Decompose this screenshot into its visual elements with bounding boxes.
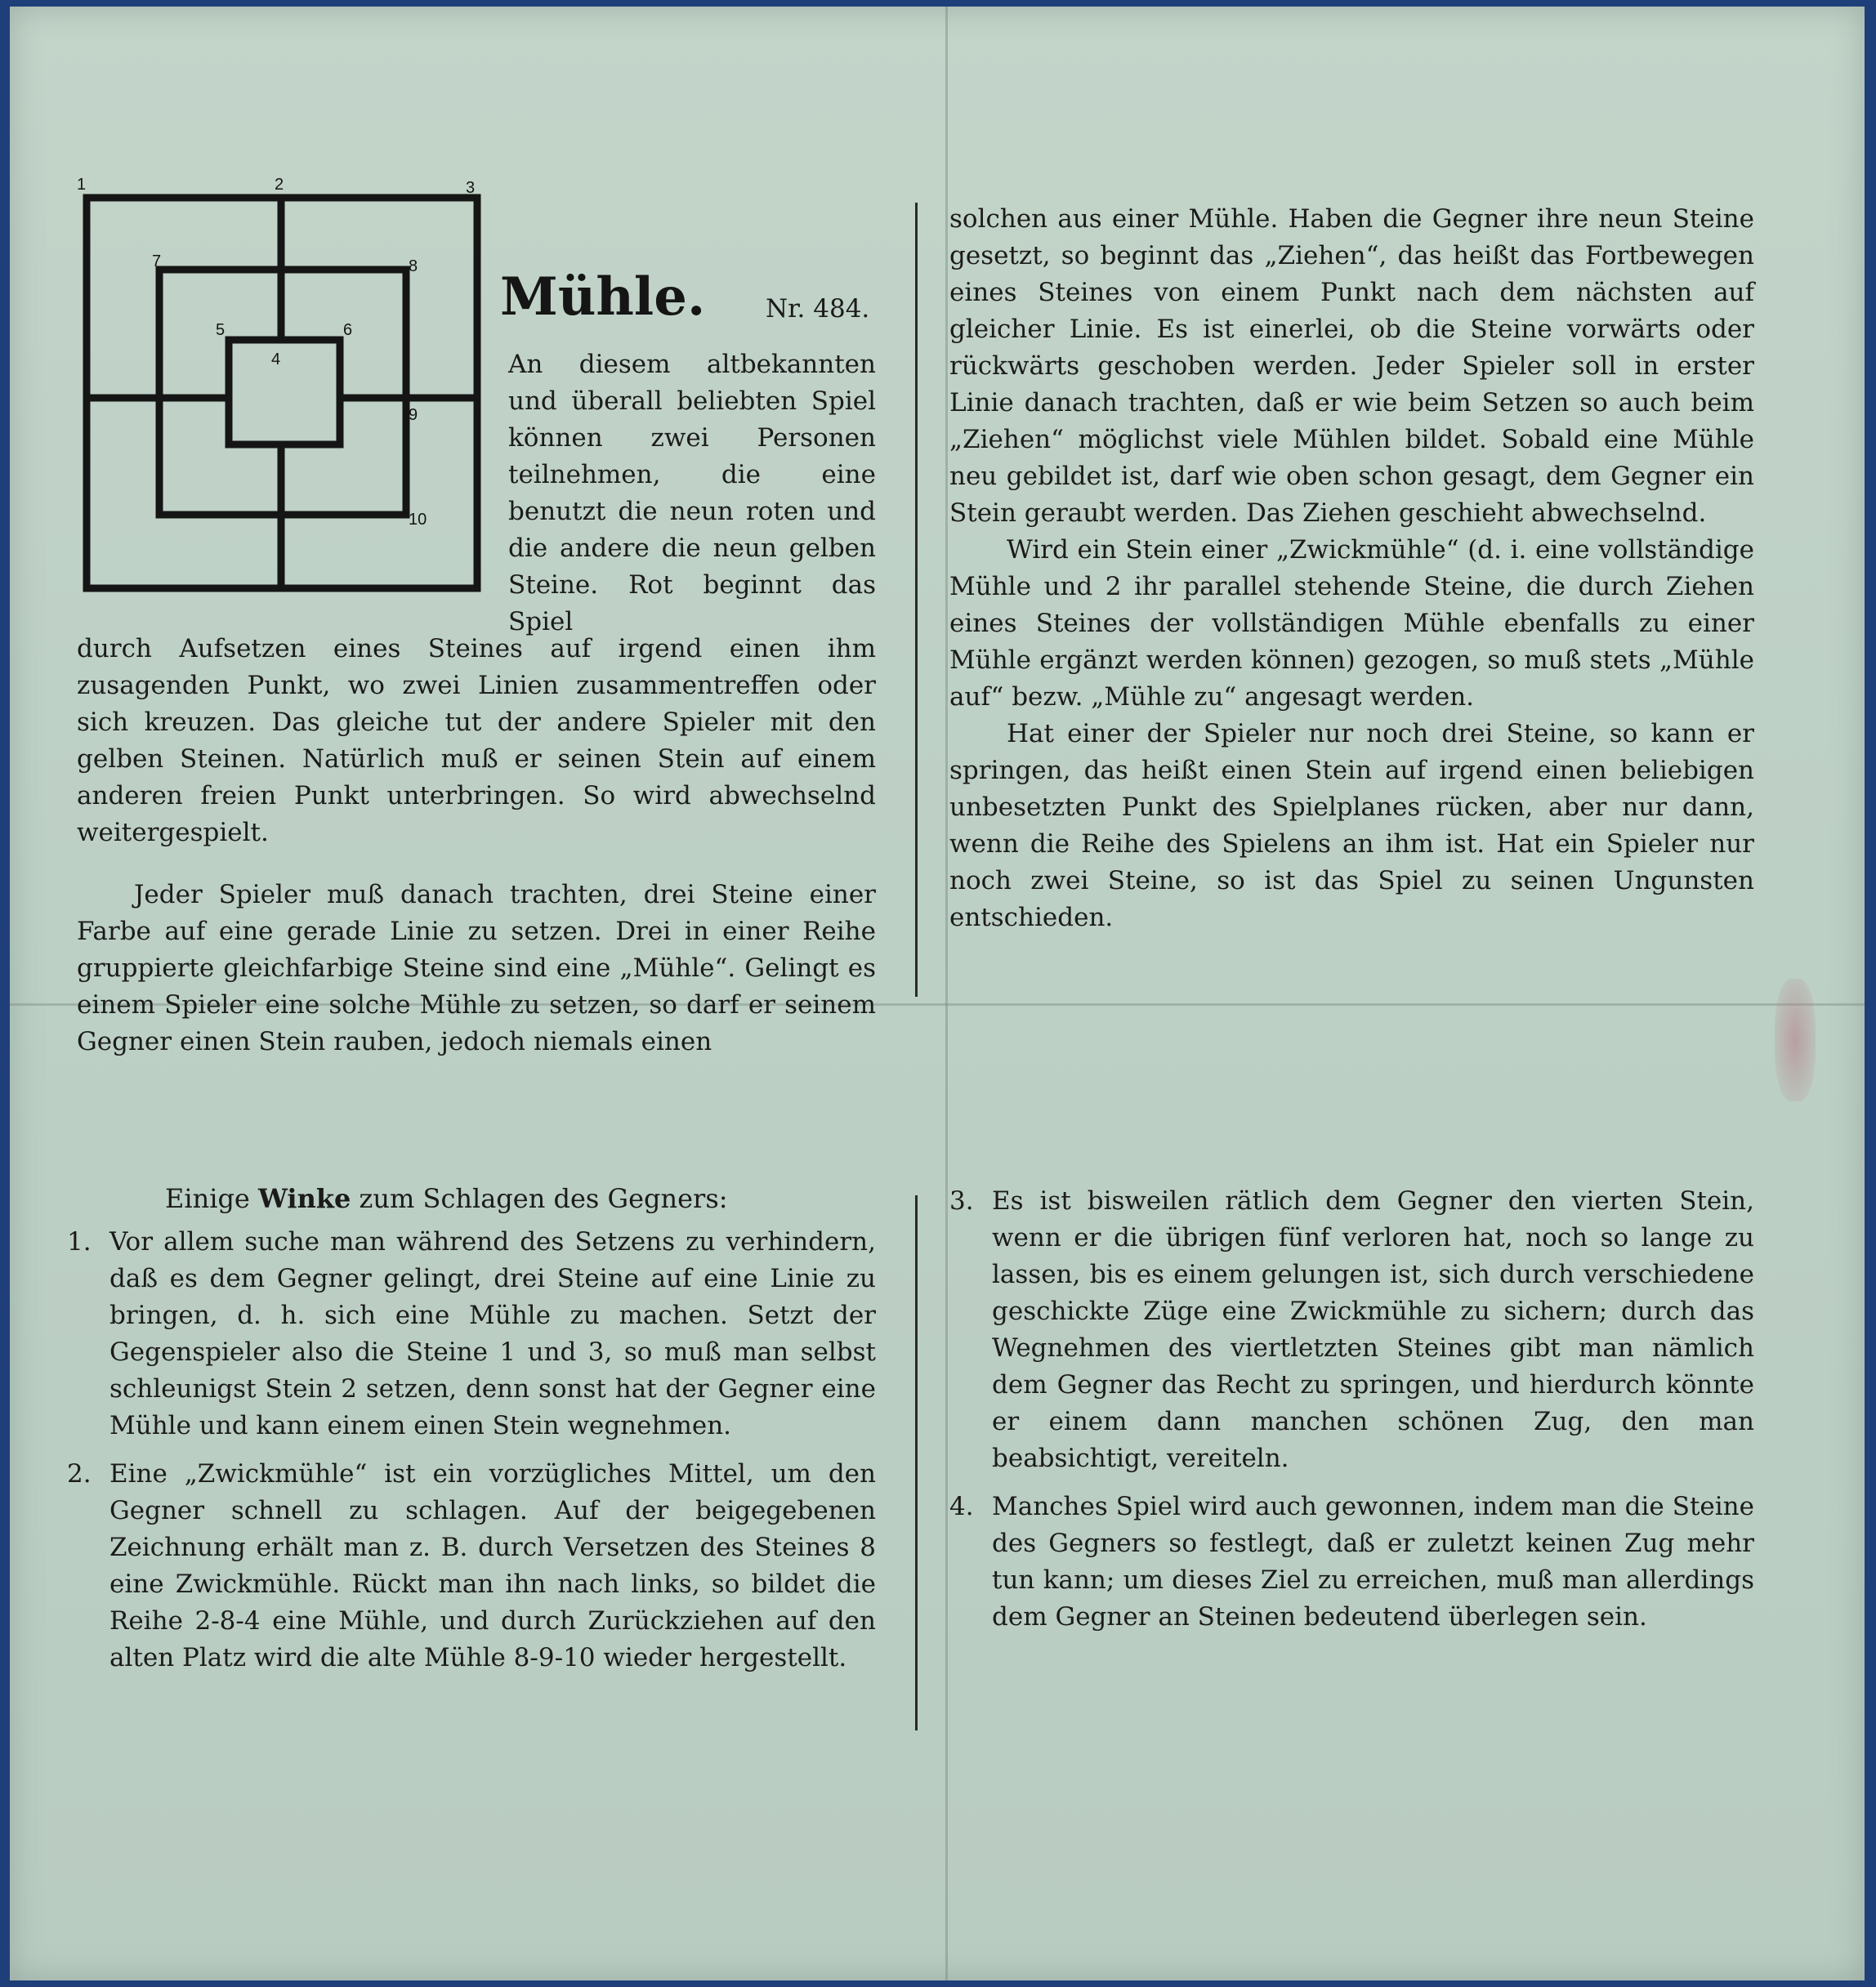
game-title: Mühle. <box>500 266 706 328</box>
rules-paragraph-5: Hat einer der Spieler nur noch drei Steine, so kann er springen, das heißt einen Stein auf irgend einen beliebigen unbesetzten Punkt des Spielplanes rücken, aber nur dann, wenn die Reihe des Spielens an ihm ist. Hat ein Spieler nur noch zwei Steine, so ist das Spiel zu seinen Ungunsten entschieden. <box>949 719 1754 932</box>
muehle-board-diagram <box>75 176 500 611</box>
rules-paragraph-2: Jeder Spieler muß danach trachten, drei Steine einer Farbe auf eine gerade Linie zu setzen. Drei in einer Reihe gruppierte gleichfarbige Steine sind eine „Mühle“. Gelingt es einem Spieler eine solche Mühle zu setzen, so darf er seinem Gegner einen Stein rauben, jedoch niemals einen <box>77 880 876 1056</box>
tip-number: 3. <box>949 1186 974 1216</box>
point-label-2: 2 <box>275 176 284 194</box>
column-rule-top <box>915 203 918 997</box>
tip-text: Es ist bisweilen rätlich dem Gegner den vierten Stein, wenn er die übrigen fünf verloren hat, noch so lange zu lassen, bis es einem gelungen ist, sich durch verschiedene geschickte Züge eine Zwickmühle zu sichern; durch das Wegnehmen des viertletzten Steines gibt man nämlich dem Gegner das Recht zu springen, und hierdurch könnte er einem dann manchen schönen Zug, den man beabsichtigt, vereiteln. <box>992 1186 1754 1473</box>
tips-right-column <box>949 1183 1754 1647</box>
intro-continuation: durch Aufsetzen eines Steines auf irgend einen ihm zusagenden Punkt, wo zwei Linien zusammentreffen oder sich kreuzen. Das gleiche tut der andere Spieler mit den gelben Steinen. Natürlich muß er seinen Stein auf einem anderen freien Punkt unterbringen. So wird abwechselnd weitergespielt. <box>77 634 876 847</box>
inner-square <box>229 340 340 444</box>
column-rule-bottom <box>915 1195 918 1730</box>
tip-item <box>949 1183 1754 1477</box>
tip-text: Eine „Zwickmühle“ ist ein vorzügliches Mittel, um den Gegner schnell zu schlagen. Auf der beigegebenen Zeichnung erhält man z. B. durch Versetzen des Steines 8 eine Zwickmühle. Rückt man ihn nach links, so bildet die Reihe 2-8-4 eine Mühle, und durch Zurückziehen auf den alten Platz wird die alte Mühle 8-9-10 wieder hergestellt. <box>109 1459 876 1672</box>
point-label-5: 5 <box>216 321 226 339</box>
point-label-3: 3 <box>466 179 476 197</box>
tip-text: Vor allem suche man während des Setzens zu verhindern, daß es dem Gegner gelingt, drei Steine auf eine Linie zu bringen, d. h. sich eine Mühle zu machen. Setzt der Gegenspieler also die Steine 1 und 3, so muß man selbst schleunigst Stein 2 setzen, denn sonst hat der Gegner eine Mühle und kann einem einen Stein wegnehmen. <box>109 1227 876 1440</box>
point-label-4: 4 <box>271 351 281 368</box>
point-label-1: 1 <box>77 176 87 194</box>
rules-paragraph-3: solchen aus einer Mühle. Haben die Gegner ihre neun Steine gesetzt, so beginnt das „Ziehen“, das heißt das Fortbewegen eines Steines von einem Punkt nach dem nächsten auf gleicher Linie. Es ist einerlei, ob die Steine vorwärts oder rückwärts geschoben werden. Jeder Spieler soll in erster Linie danach trachten, daß er wie beim Setzen so auch beim „Ziehen“ möglichst viele Mühlen bildet. Sobald eine Mühle neu gebildet ist, darf wie oben schon gesagt, dem Gegner ein Stein geraubt werden. Das Ziehen geschieht abwechselnd. <box>949 204 1754 528</box>
tip-item <box>67 1456 876 1677</box>
tip-number: 1. <box>67 1227 92 1257</box>
tips-heading-post: zum Schlagen des Gegners: <box>359 1183 728 1214</box>
paper-sheet <box>10 7 1865 1980</box>
tip-number: 2. <box>67 1459 92 1489</box>
tip-number: 4. <box>949 1492 974 1521</box>
tips-heading-pre: Einige <box>165 1183 250 1214</box>
tip-item <box>949 1489 1754 1636</box>
tips-heading-bold: Winke <box>258 1183 351 1214</box>
tip-text: Manches Spiel wird auch gewonnen, indem man die Steine des Gegners so festlegt, daß er zuletzt keinen Zug mehr tun kann; um dieses Ziel zu erreichen, muß man allerdings dem Gegner an Steinen bedeutend überlegen sein. <box>992 1492 1754 1632</box>
board-svg <box>75 176 500 611</box>
tip-item <box>67 1224 876 1444</box>
intro-text-beside-board: An diesem altbekannten und überall beliebten Spiel können zwei Personen teilnehmen, die eine benutzt die neun roten und die andere die neun gelben Steine. Rot beginnt das Spiel <box>508 350 876 636</box>
right-column-rules <box>949 201 1754 936</box>
point-label-6: 6 <box>343 321 353 339</box>
tips-left-column <box>67 1224 876 1688</box>
point-label-10: 10 <box>409 511 427 529</box>
point-label-8: 8 <box>409 257 418 275</box>
stain-mark <box>1775 979 1816 1101</box>
point-label-9: 9 <box>409 406 418 424</box>
article-number: Nr. 484. <box>766 294 870 324</box>
vertical-fold <box>945 7 948 1980</box>
rules-paragraph-4: Wird ein Stein einer „Zwickmühle“ (d. i. eine vollständige Mühle und 2 ihr parallel stehende Steine, die durch Ziehen eines Steines der vollständigen Mühle ebenfalls zu einer Mühle ergänzt werden können) gezogen, so muß stets „Mühle auf“ bezw. „Mühle zu“ angesagt werden. <box>949 535 1754 712</box>
intro-text-continued <box>77 605 876 1086</box>
point-label-7: 7 <box>152 252 162 270</box>
tips-heading <box>165 1183 728 1214</box>
